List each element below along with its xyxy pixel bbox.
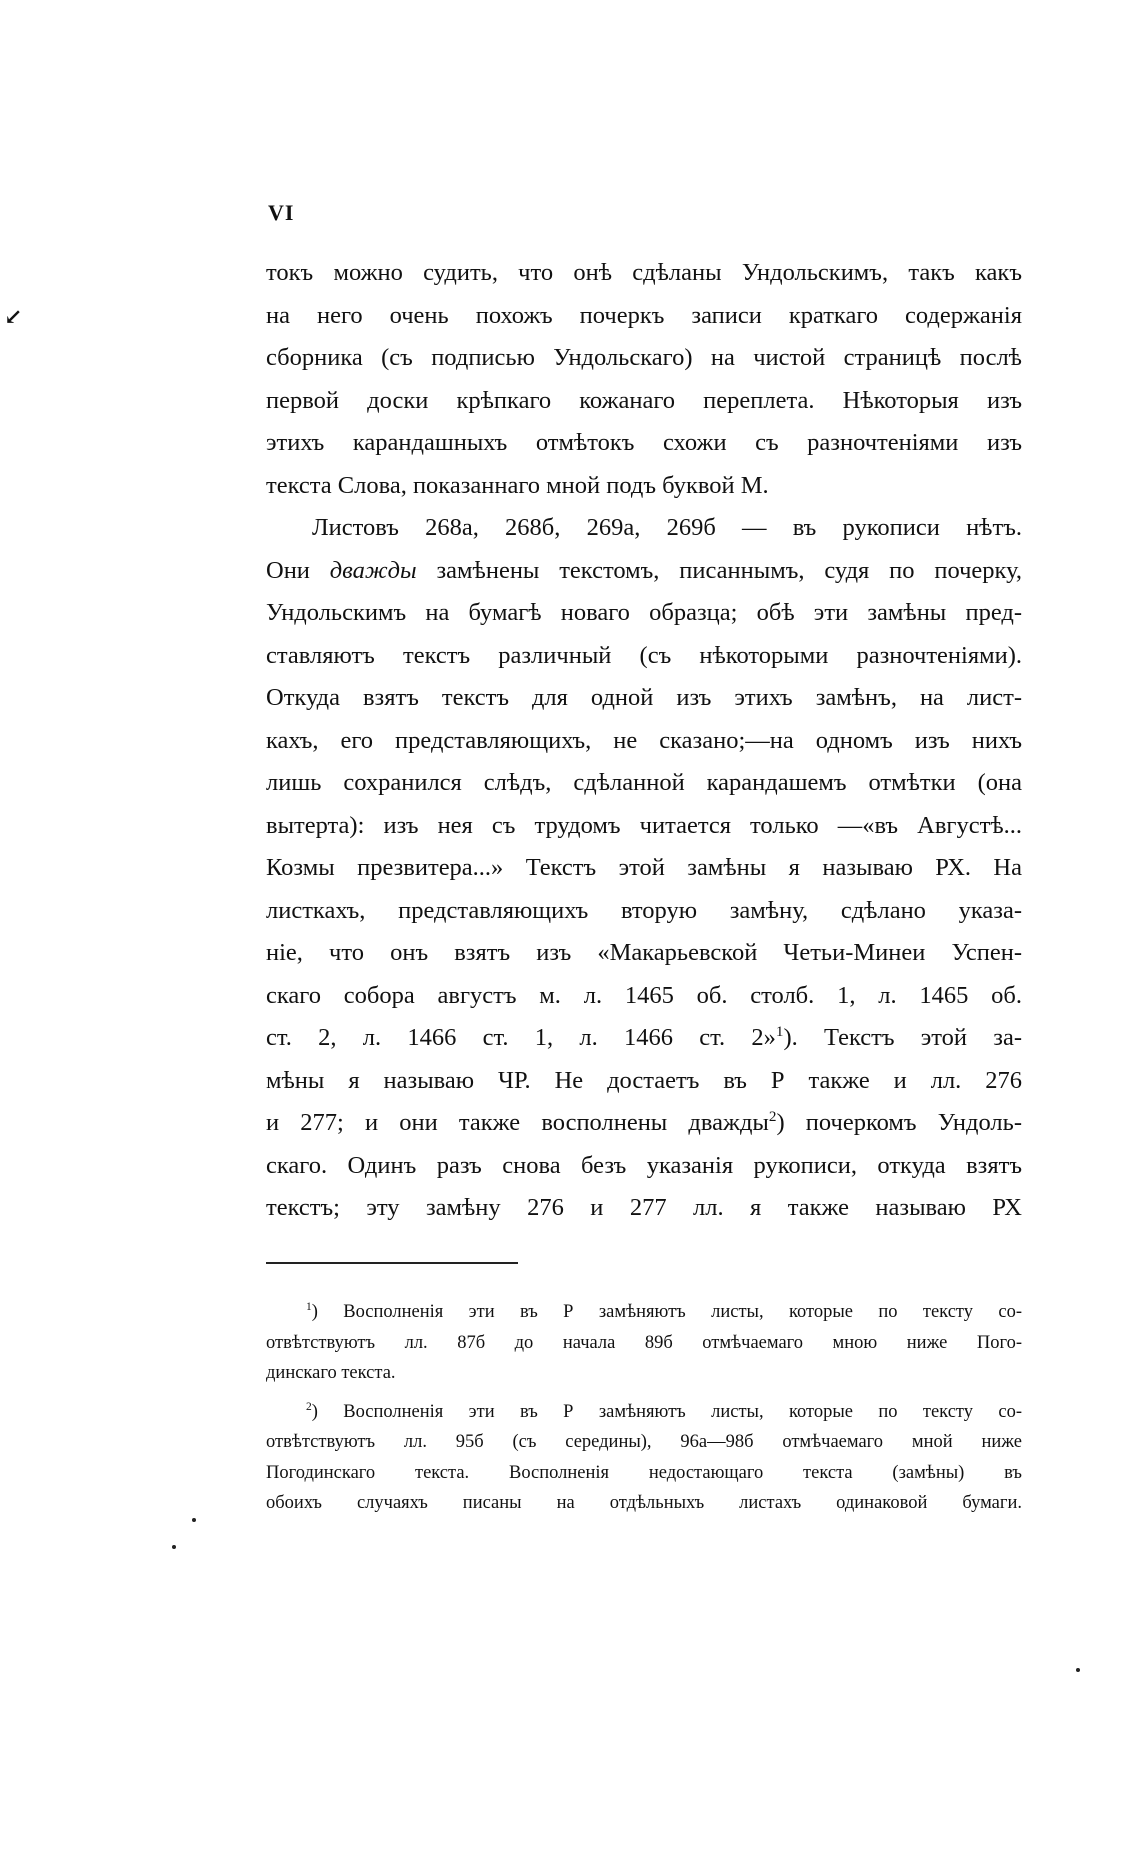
footnote-marker: 2 (306, 1400, 312, 1413)
italic-word: дважды (329, 556, 417, 584)
body-line-text: ) почеркомъ Ундоль- (776, 1109, 1022, 1136)
body-line: токъ можно судить, что онѣ сдѣланы Ундольскимъ, такъ какъ (266, 259, 1022, 286)
body-line: кахъ, его представляющихъ, не сказано;—на одномъ изъ нихъ (266, 726, 1022, 754)
body-line: лишь сохранился слѣдъ, сдѣланной карандашемъ отмѣтки (она (266, 769, 1022, 796)
body-line: на него очень похожъ почеркъ записи краткаго содержанія (266, 301, 1022, 329)
footnote-divider (266, 1262, 518, 1264)
footnote-line: отвѣтствуютъ лл. 87б до начала 89б отмѣчаемаго мною ниже Пого- (266, 1332, 1022, 1353)
body-line (266, 1017, 1022, 1060)
body-line: текста Слова, показаннаго мной подъ буквой М. (266, 471, 769, 499)
footnote-ref-2[interactable]: 2 (768, 1107, 777, 1125)
footnote-line: Погодинскаго текста. Восполненія недостающаго текста (замѣны) въ (266, 1462, 1022, 1483)
body-line: текстъ; эту замѣну 276 и 277 лл. я также называю РХ (266, 1194, 1022, 1221)
body-line-text: и 277; и они также восполнены дважды (266, 1109, 769, 1136)
body-line: вытерта): изъ нея съ трудомъ читается только —«въ Августѣ... (266, 811, 1022, 839)
footnote-text: ) Восполненія эти въ Р замѣняютъ листы, которые по тексту со- (311, 1302, 1022, 1322)
body-line: этихъ карандашныхъ отмѣтокъ схожи съ разночтеніями изъ (266, 429, 1022, 456)
body-line (266, 550, 1022, 593)
body-line-text: Они (266, 556, 310, 584)
footnote-ref-1[interactable]: 1 (775, 1022, 784, 1040)
footnote-line: отвѣтствуютъ лл. 95б (съ середины), 96а—98б отмѣчаемаго мной ниже (266, 1432, 1022, 1452)
body-line: первой доски крѣпкаго кожанаго переплета. Нѣкоторыя изъ (266, 386, 1022, 414)
footnote-1 (266, 1297, 1022, 1328)
body-line: сборника (съ подписью Ундольскаго) на чистой страницѣ послѣ (266, 344, 1022, 371)
footnote-2 (266, 1397, 1022, 1428)
page-number: VI (268, 200, 295, 225)
body-line (266, 1102, 1022, 1145)
body-line-text: замѣнены текстомъ, писаннымъ, судя по почерку, (436, 556, 1022, 584)
body-line-text: ст. 2, л. 1466 ст. 1, л. 1466 ст. 2» (266, 1024, 776, 1051)
margin-mark: ↙ (4, 304, 23, 329)
body-line-text: ). Текстъ этой за- (783, 1024, 1022, 1051)
scan-speck (1076, 1668, 1080, 1672)
paragraph-start-line (266, 507, 1022, 550)
footnotes (266, 1297, 1022, 1519)
body-line: Откуда взятъ текстъ для одной изъ этихъ замѣнъ, на лист- (266, 684, 1022, 711)
footnote-marker: 1 (306, 1300, 312, 1313)
body-line: скаго собора августъ м. л. 1465 об. столб. 1, л. 1465 об. (266, 981, 1022, 1009)
body-line: скаго. Одинъ разъ снова безъ указанія рукописи, откуда взятъ (266, 1151, 1022, 1179)
footnote-line: обоихъ случаяхъ писаны на отдѣльныхъ листахъ одинаковой бумаги. (266, 1493, 1022, 1513)
body-line: ставляютъ текстъ различный (съ нѣкоторыми разночтеніями). (266, 641, 1022, 669)
body-line: Козмы презвитера...» Текстъ этой замѣны я называю РХ. На (266, 854, 1022, 881)
body-text (266, 252, 1022, 1230)
scan-speck (192, 1518, 196, 1522)
footnote-line: динскаго текста. (266, 1363, 396, 1383)
body-line: Ундольскимъ на бумагѣ новаго образца; обѣ эти замѣны пред- (266, 599, 1022, 626)
scan-speck (172, 1545, 176, 1549)
body-line: мѣны я называю ЧР. Не достаетъ въ Р также и лл. 276 (266, 1066, 1022, 1094)
body-line: листкахъ, представляющихъ вторую замѣну, сдѣлано указа- (266, 896, 1022, 924)
body-line: ніе, что онъ взятъ изъ «Макарьевской Четьи-Минеи Успен- (266, 939, 1022, 966)
body-line-text: Листовъ 268а, 268б, 269а, 269б — въ рукописи нѣтъ. (312, 514, 1022, 541)
footnote-text: ) Восполненія эти въ Р замѣняютъ листы, которые по тексту со- (311, 1401, 1022, 1422)
